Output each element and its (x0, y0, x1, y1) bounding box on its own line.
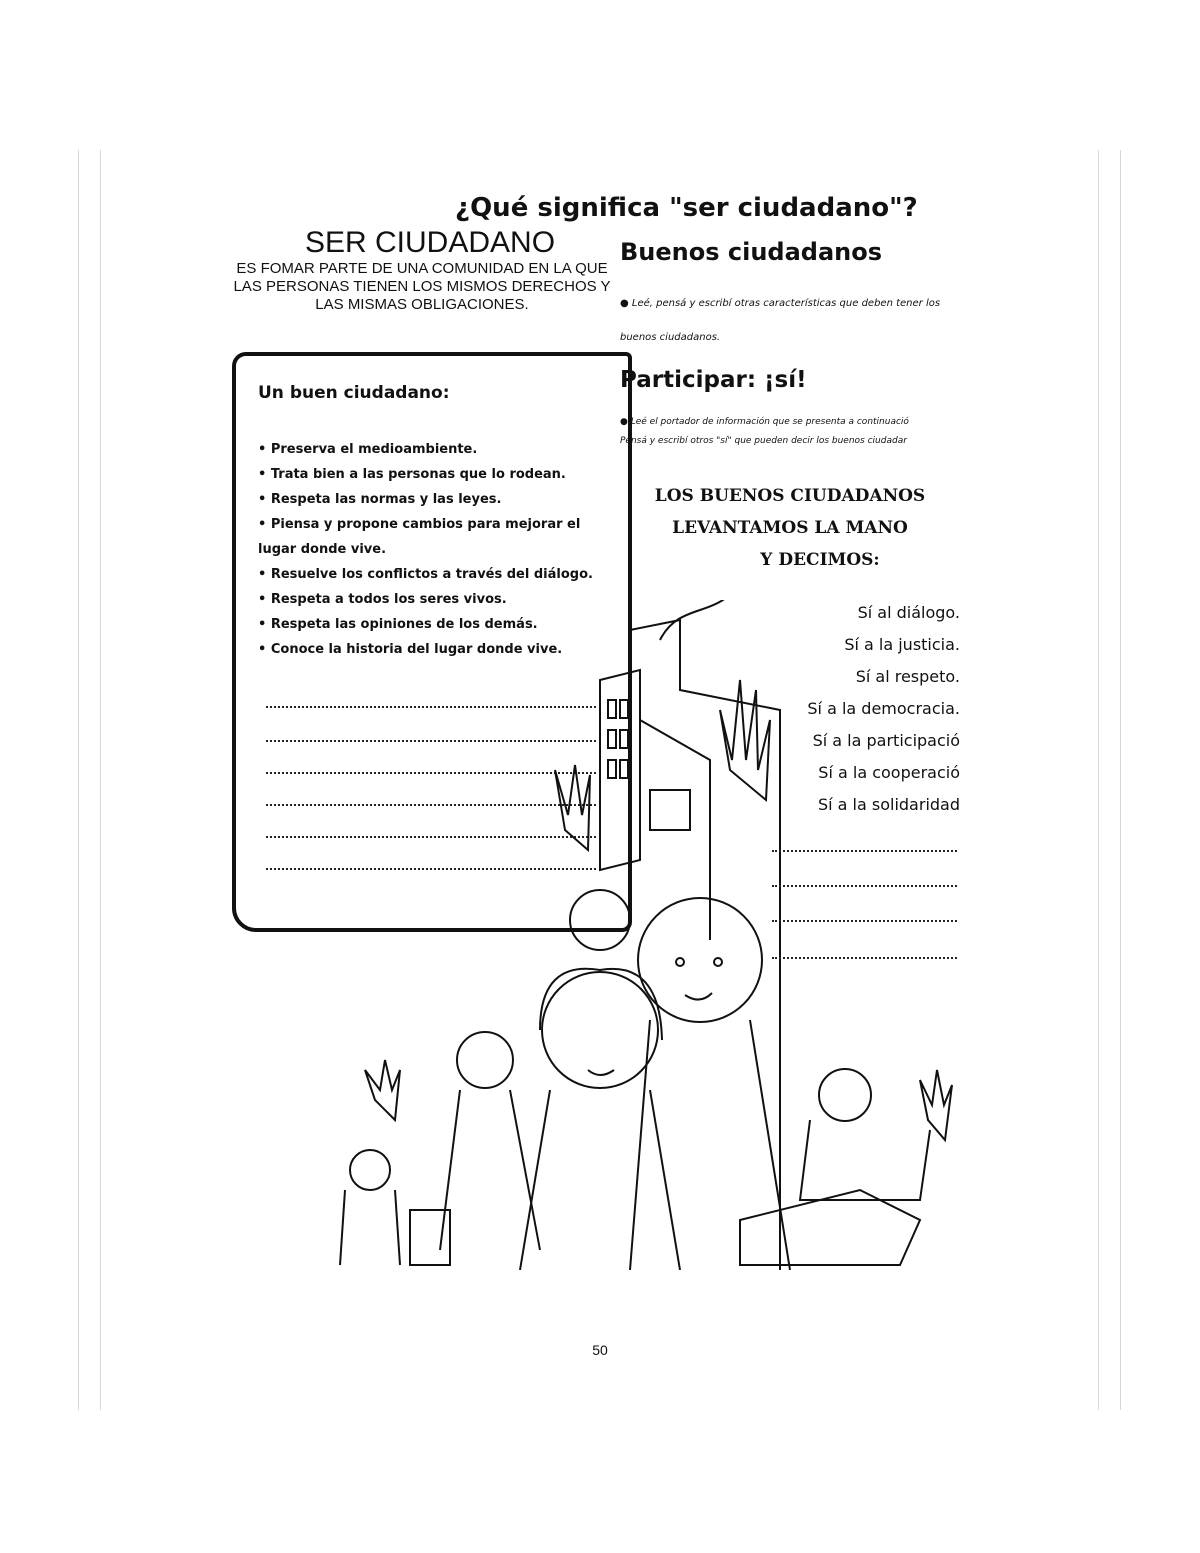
girl-head (542, 972, 658, 1088)
man-body (800, 1120, 930, 1200)
building-window (620, 700, 628, 718)
guard-body (340, 1190, 400, 1265)
raised-hand (365, 1060, 400, 1120)
participar-instruction-2: Pensá y escribí otros "sí" que pueden decir los buenos ciudadar (620, 436, 907, 446)
building-window (620, 730, 628, 748)
woman-body (440, 1090, 540, 1250)
child-eye (676, 958, 684, 966)
list-item: • Resuelve los conflictos a través del diálogo. (258, 562, 608, 587)
guard-head (350, 1150, 390, 1190)
building-window (620, 760, 628, 778)
page-title: ¿Qué significa "ser ciudadano"? (455, 193, 918, 223)
participar-instruction-1: ● Leé el portador de información que se presenta a continuació (620, 417, 909, 427)
girl-hair (540, 969, 662, 1040)
definition-heading: SER CIUDADANO (305, 226, 556, 259)
girl-body (520, 1090, 680, 1270)
list-item: • Respeta a todos los seres vivos. (258, 587, 608, 612)
woman-head (457, 1032, 513, 1088)
man-head (819, 1069, 871, 1121)
building-window (608, 730, 616, 748)
si-item: Sí al respeto. (855, 667, 960, 686)
answer-line[interactable] (772, 920, 957, 922)
list-item: • Respeta las normas y las leyes. (258, 487, 608, 512)
participar-heading: Participar: ¡sí! (620, 367, 807, 393)
right-page-edge-outer (1120, 150, 1121, 1410)
si-item: Sí a la cooperació (818, 763, 960, 782)
raised-hand (920, 1070, 952, 1140)
banner-line: LOS BUENOS CIUDADANOS (654, 486, 926, 506)
buenos-heading: Buenos ciudadanos (620, 238, 883, 266)
page-number: 50 (592, 1342, 608, 1358)
banner-line: Y DECIMOS: (760, 550, 880, 570)
si-item: Sí a la participació (812, 731, 960, 750)
si-item: Sí a la justicia. (844, 635, 960, 654)
child-smile (685, 993, 712, 1000)
list-item: • Trata bien a las personas que lo rodean. (258, 462, 608, 487)
left-page-edge-outer (78, 150, 79, 1410)
answer-line[interactable] (772, 885, 957, 887)
definition-text: ES FOMAR PARTE DE UNA COMUNIDAD EN LA QUE LAS PERSONAS TIENEN LOS MISMOS DERECHOS Y LAS MISMAS OBLIGACIONES. (233, 260, 611, 313)
child-eye (714, 958, 722, 966)
building-window (608, 760, 616, 778)
banner-text (640, 480, 940, 576)
participar-instructions (620, 416, 960, 448)
list-item: • Piensa y propone cambios para mejorar el lugar donde vive. (258, 512, 608, 562)
child-body (630, 1020, 790, 1270)
si-list (760, 597, 960, 821)
list-item: • Respeta las opiniones de los demás. (258, 612, 608, 637)
good-citizen-heading: Un buen ciudadano: (258, 383, 450, 403)
si-item: Sí a la solidaridad (817, 795, 960, 814)
answer-line[interactable] (772, 957, 957, 959)
left-page-edge (100, 150, 101, 1410)
kid-head (570, 890, 630, 950)
list-item: • Conoce la historia del lugar donde vive. (258, 637, 608, 662)
raised-hand (555, 765, 590, 850)
smoke-line (660, 600, 740, 640)
girl-smile (588, 1070, 614, 1075)
building-window (608, 700, 616, 718)
divider-line (628, 468, 631, 608)
building-window (650, 790, 690, 830)
banner-line: LEVANTAMOS LA MANO (672, 518, 908, 538)
si-item: Sí al diálogo. (857, 603, 960, 622)
vehicle-outline (740, 1190, 920, 1265)
right-page-edge (1098, 150, 1099, 1410)
answer-line[interactable] (772, 850, 957, 852)
list-item: • Preserva el medioambiente. (258, 437, 608, 462)
si-item: Sí a la democracia. (807, 699, 960, 718)
buenos-instruction: ● Leé, pensá y escribí otras características que deben tener los buenos ciudadanos. (620, 298, 941, 343)
